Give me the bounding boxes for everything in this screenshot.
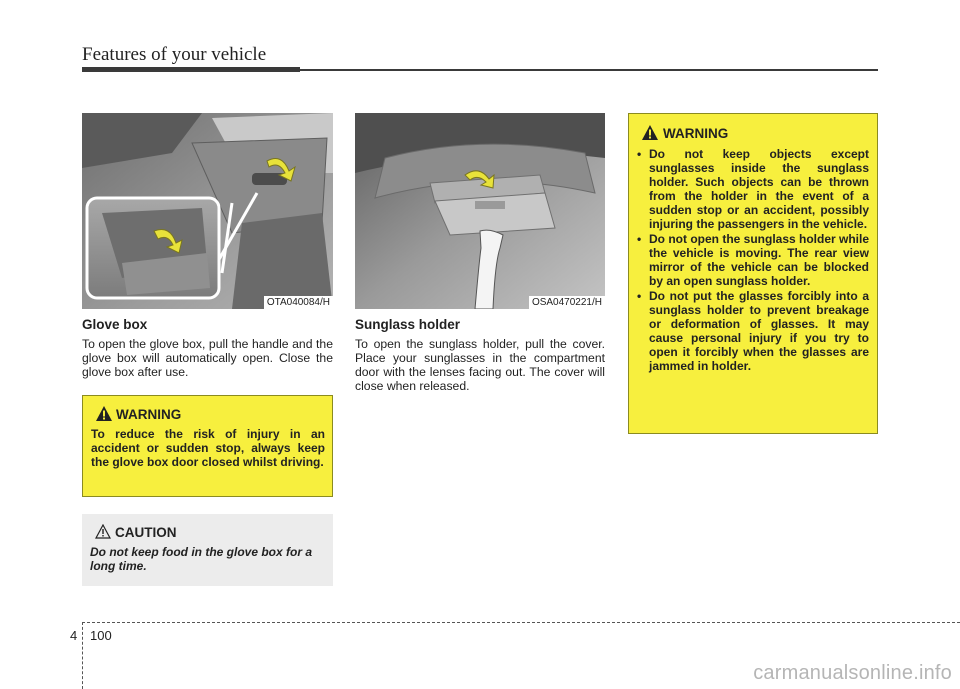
sunglass-warning-title: WARNING: [663, 126, 729, 141]
page-header-title: Features of your vehicle: [82, 44, 267, 65]
glove-box-warning-box: [82, 395, 333, 497]
warning-triangle-icon: [96, 406, 112, 421]
sunglass-holder-photo-caption: OSA0470221/H: [529, 296, 605, 309]
watermark: carmanualsonline.info: [753, 662, 952, 684]
glove-box-photo: [82, 113, 333, 309]
sunglass-holder-illustration: [355, 113, 605, 309]
glove-box-photo-caption: OTA040084/H: [264, 296, 333, 309]
glove-box-illustration: [82, 113, 333, 309]
footer-divider: [82, 622, 83, 689]
glove-box-caution-text: Do not keep food in the glove box for a long time.: [90, 545, 313, 573]
sunglass-warning-box: [628, 113, 878, 434]
header-rule-thick: [82, 67, 300, 72]
warning-list-item: • Do not keep objects except sunglasses inside the sunglass holder. Such objects can be thrown from the holder in the event of a sudden stop or an accident, possibly injuring the passengers in the vehicle.: [637, 147, 869, 231]
glove-box-caution-box: [82, 514, 333, 586]
glove-box-caution-title: CAUTION: [115, 525, 177, 540]
header-rule-thin: [300, 69, 878, 71]
sunglass-warning-list: [637, 147, 869, 374]
sunglass-holder-photo: [355, 113, 605, 309]
warning-triangle-icon: [642, 125, 658, 140]
footer-rule: [82, 622, 960, 623]
chapter-number: 4: [70, 628, 78, 643]
glove-box-warning-text: To reduce the risk of injury in an accident or sudden stop, always keep the glove box door closed whilst driving.: [91, 427, 325, 469]
page-number: 100: [90, 628, 112, 643]
warning-list-item: • Do not open the sunglass holder while the vehicle is moving. The rear view mirror of the vehicle can be blocked by an open sunglass holder.: [637, 232, 869, 288]
caution-triangle-icon: [95, 524, 111, 539]
glove-box-body: To open the glove box, pull the handle and the glove box will automatically open. Close the glove box after use.: [82, 337, 333, 379]
sunglass-holder-heading: Sunglass holder: [355, 317, 461, 332]
glove-box-warning-title: WARNING: [116, 407, 182, 422]
glove-box-heading: Glove box: [82, 317, 148, 332]
warning-list-item: • Do not put the glasses forcibly into a sunglass holder to prevent breakage or deformation of glasses. It may cause personal injury if you try to open it forcibly when the glasses are jammed in holder.: [637, 289, 869, 373]
sunglass-holder-body: To open the sunglass holder, pull the cover. Place your sunglasses in the compartment door with the lenses facing out. The cover will close when released.: [355, 337, 605, 393]
